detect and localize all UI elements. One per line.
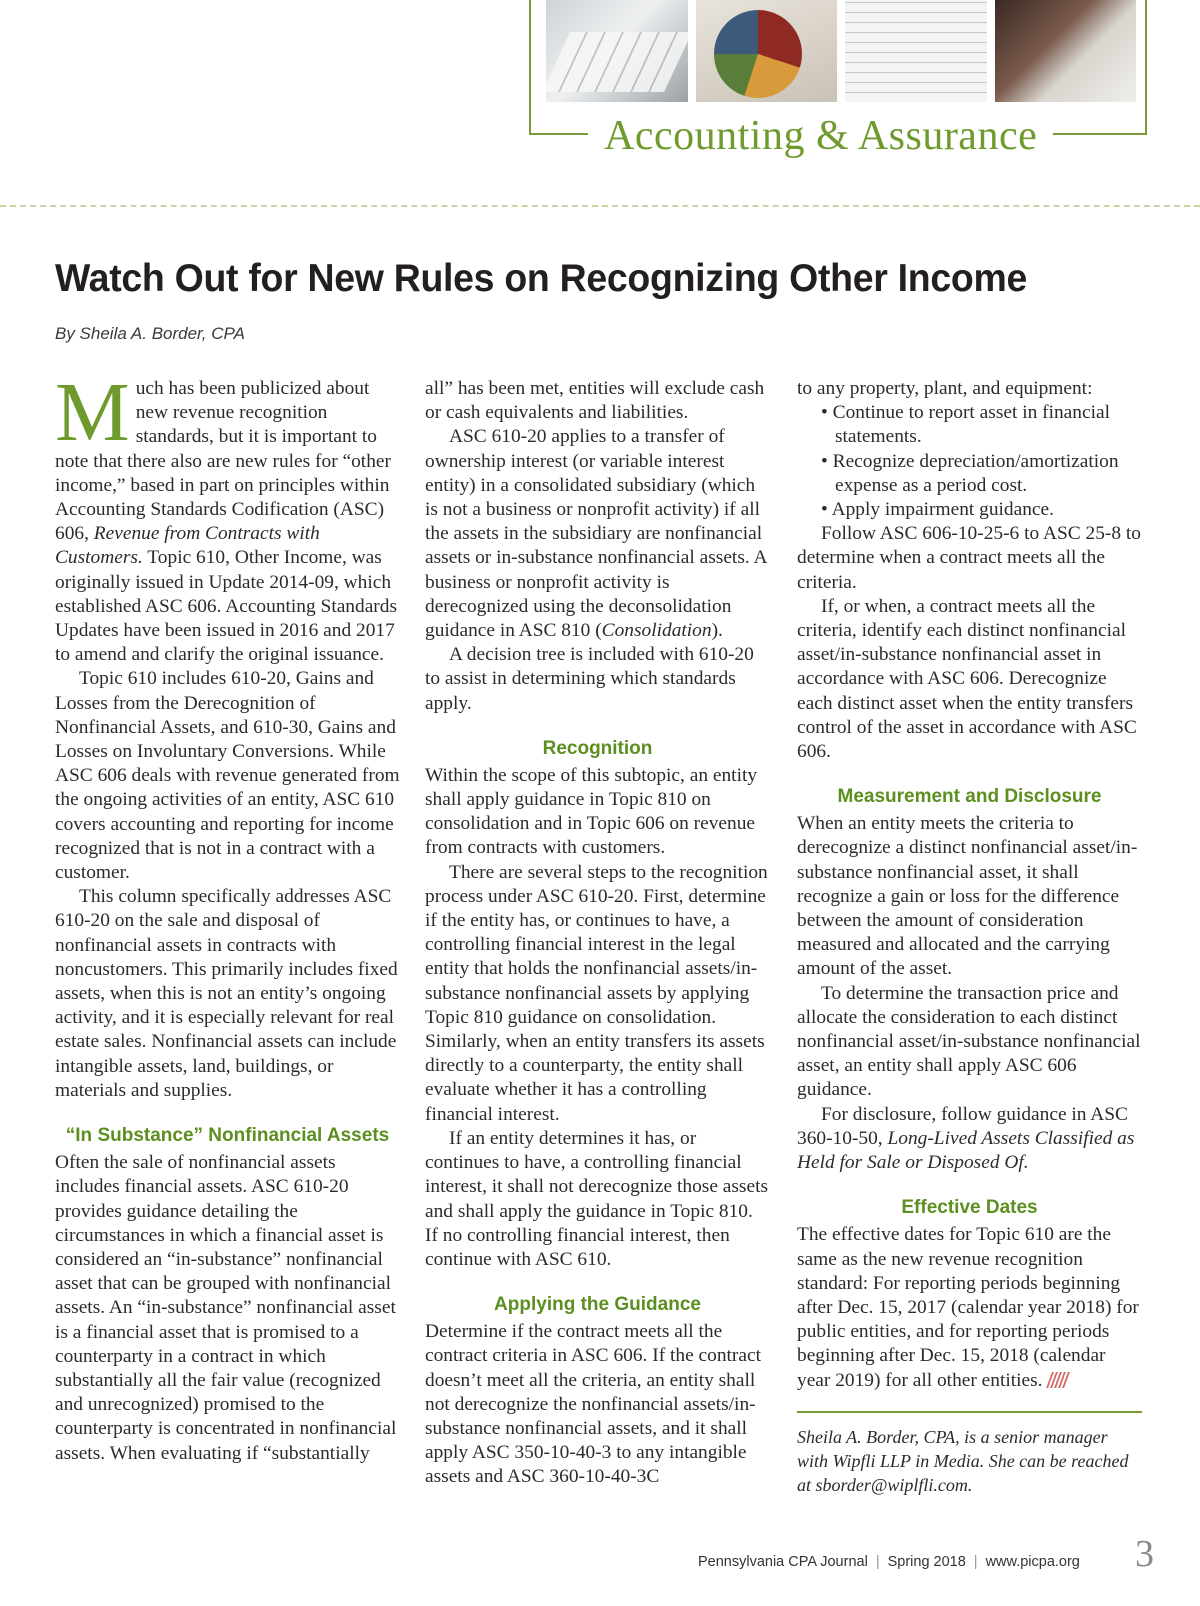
list-item: • Recognize depreciation/amortization expense as a period cost. bbox=[821, 450, 1142, 498]
subheading-applying: Applying the Guidance bbox=[494, 1294, 701, 1316]
article-title: Watch Out for New Rules on Recognizing Other Income bbox=[55, 257, 1027, 300]
section-label: Accounting & Assurance bbox=[588, 112, 1053, 160]
footer-journal: Pennsylvania CPA Journal bbox=[698, 1554, 868, 1570]
column-1 bbox=[55, 366, 400, 1466]
paragraph: A decision tree is included with 610-20 to assist in determining which standards apply. bbox=[425, 644, 754, 714]
author-bio: Sheila A. Border, CPA, is a senior manager with Wipfli LLP in Media. She can be reached at sborder@wiplfli.com. bbox=[797, 1411, 1142, 1497]
dashed-divider bbox=[0, 205, 1200, 207]
column-2 bbox=[425, 377, 770, 1490]
list-item: • Apply impairment guidance. bbox=[821, 498, 1142, 522]
drop-cap: M bbox=[55, 366, 130, 459]
paragraph: Topic 610 includes 610-20, Gains and Losses from the Derecognition of Nonfinancial Assets, and 610-30, Gains and Losses on Involuntary Conversions. While ASC 606 deals with revenue generated from the ongoing activities of an entity, ASC 610 covers accounting and reporting for income recognized that is not in a contract with a customer. bbox=[55, 668, 400, 884]
paragraph: There are several steps to the recognition process under ASC 610-20. First, determine if the entity has, or continues to have, a controlling financial interest in the legal entity that holds the nonfinancial assets/in-substance nonfinancial assets by applying Topic 810 guidance on consolidation. Similarly, when an entity transfers its assets directly to a counterparty, the entity shall evaluate whether it has a controlling financial interest. bbox=[425, 861, 768, 1125]
byline: By Sheila A. Border, CPA bbox=[55, 324, 245, 343]
subheading-measurement: Measurement and Disclosure bbox=[837, 786, 1102, 808]
paragraph: If an entity determines it has, or continues to have, a controlling financial interest, it shall not derecognize those assets and shall apply the guidance in Topic 810. If no controlling financial interest, then continue with ASC 610. bbox=[425, 1127, 769, 1270]
bullet-list bbox=[797, 401, 1142, 522]
footer-issue: Spring 2018 bbox=[887, 1554, 966, 1570]
page-number: 3 bbox=[1135, 1533, 1154, 1575]
paragraph: all” has been met, entities will exclude cash or cash equivalents and liabilities. bbox=[425, 378, 765, 424]
paragraph: To determine the transaction price and allocate the consideration to each distinct nonfinancial asset/in-substance nonfinancial asset, an entity shall apply ASC 606 guidance. bbox=[797, 982, 1141, 1101]
subheading-effective-dates: Effective Dates bbox=[901, 1197, 1038, 1219]
list-item: • Continue to report asset in financial statements. bbox=[821, 401, 1142, 449]
end-mark-icon bbox=[1046, 1372, 1072, 1388]
paragraph: This column specifically addresses ASC 610-20 on the sale and disposal of nonfinancial assets in contracts with noncustomers. This primarily includes fixed assets, when this is not an entity’s ongoing activity, and it is especially relevant for real estate sales. Nonfinancial assets can include intangible assets, land, buildings, or materials and supplies. bbox=[55, 886, 398, 1101]
paragraph: Within the scope of this subtopic, an entity shall apply guidance in Topic 810 on consolidation and in Topic 606 on revenue from contracts with customers. bbox=[425, 764, 758, 859]
paragraph: When an entity meets the criteria to derecognize a distinct nonfinancial asset/in-substance nonfinancial asset, it shall recognize a gain or loss for the difference between the amount of consideration measured and allocated and the carrying amount of the asset. bbox=[797, 813, 1138, 980]
page-footer: Pennsylvania CPA Journal | Spring 2018 | www.picpa.org bbox=[698, 1554, 1080, 1570]
paragraph: Follow ASC 606-10-25-6 to ASC 25-8 to determine when a contract meets all the criteria. bbox=[797, 523, 1141, 593]
paragraph: Often the sale of nonfinancial assets includes financial assets. ASC 610-20 provides guidance detailing the circumstances in which a financial asset is considered an “in-substance” nonfinancial asset that can be grouped with nonfinancial assets. An “in-substance” nonfinancial asset is a financial asset that is promised to a counterparty in a contract in which substantially all the fair value (recognized and unrecognized) promised to the counterparty is concentrated in nonfinancial assets. When evaluating if “substantially bbox=[55, 1152, 397, 1464]
footer-url[interactable]: www.picpa.org bbox=[985, 1554, 1080, 1570]
subheading-in-substance: “In Substance” Nonfinancial Assets bbox=[65, 1125, 390, 1147]
paragraph: ASC 610-20 applies to a transfer of ownership interest (or variable interest entity) in a consolidated subsidiary (which is not a business or nonprofit activity) if all the assets in the subsidiary are nonfinancial assets or in-substance nonfinancial assets. A business or nonprofit activity is derecognized using the deconsolidation guidance in ASC 810 (Consolidation). bbox=[425, 426, 767, 642]
column-3 bbox=[797, 377, 1142, 1497]
paragraph: If, or when, a contract meets all the criteria, identify each distinct nonfinancial asset/in-substance nonfinancial asset in accordance with ASC 606. Derecognize each distinct asset when the entity transfers control of the asset in accordance with ASC 606. bbox=[797, 595, 1137, 763]
paragraph: The effective dates for Topic 610 are the same as the new revenue recognition standard: For reporting periods beginning after Dec. 15, 2017 (calendar year 2018) for public entities, and for reporting periods beginning after Dec. 15, 2018 (calendar year 2019) for all other entities. bbox=[797, 1224, 1139, 1391]
paragraph: For disclosure, follow guidance in ASC 360-10-50, Long-Lived Assets Classified as Held for Sale or Disposed Of. bbox=[797, 1103, 1135, 1174]
paragraph: Determine if the contract meets all the contract criteria in ASC 606. If the contract doesn’t meet all the criteria, an entity shall not derecognize the nonfinancial assets/in-substance nonfinancial assets, and it shall apply ASC 350-10-40-3 to any intangible assets and ASC 360-10-40-3C bbox=[425, 1321, 761, 1488]
subheading-recognition: Recognition bbox=[542, 737, 653, 759]
paragraph: to any property, plant, and equipment: bbox=[797, 378, 1093, 399]
paragraph: Much has been publicized about new revenue recognition standards, but it is important to note that there also are new rules for “other income,” based in part on principles within Accounting Standards Codification (ASC) 606, Revenue from Contracts with Customers. Topic 610, Other Income, was originally issued in Update 2014-09, which established ASC 606. Accounting Standards Updates have been issued in 2016 and 2017 to amend and clarify the original issuance. bbox=[55, 366, 398, 666]
